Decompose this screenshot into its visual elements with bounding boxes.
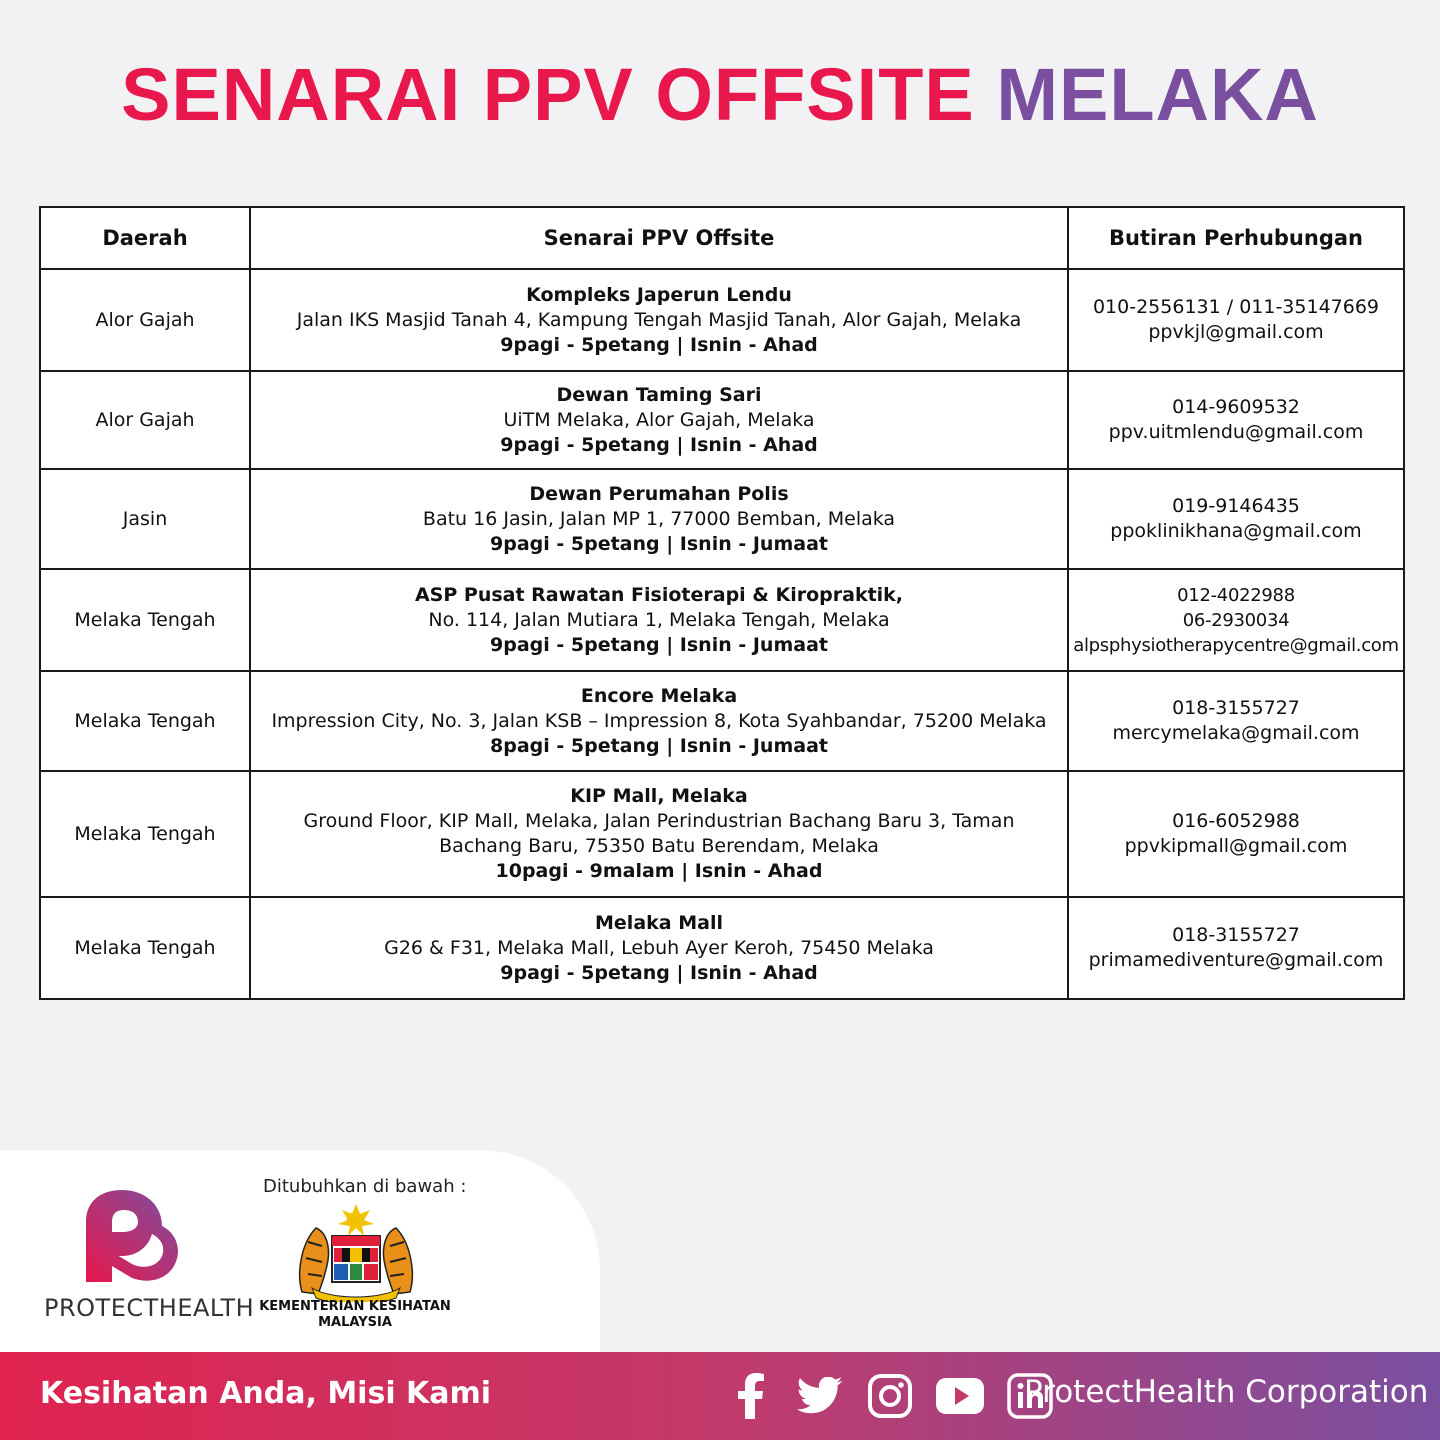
contact-detail: ppvkipmall@gmail.com [1124, 835, 1348, 857]
table-row [40, 371, 1404, 469]
twitter-icon[interactable] [796, 1372, 844, 1420]
brand-name: PROTECTHEALTH [44, 1294, 255, 1322]
cell-daerah: Melaka Tengah [40, 569, 250, 671]
cell-daerah: Melaka Tengah [40, 771, 250, 897]
venue-hours: 9pagi - 5petang | Isnin - Jumaat [490, 532, 828, 555]
contact-phone: 018-3155727 [1172, 924, 1300, 946]
title-part2: MELAKA [996, 53, 1319, 136]
social-links [726, 1372, 1054, 1420]
table-row [40, 569, 1404, 671]
venue-address: No. 114, Jalan Mutiara 1, Melaka Tengah, Melaka [428, 608, 890, 631]
under-label: Ditubuhkan di bawah : [263, 1176, 467, 1197]
contact-phone: 012-4022988 [1177, 584, 1295, 606]
venue-hours: 9pagi - 5petang | Isnin - Ahad [500, 433, 818, 456]
cell-contact [1068, 897, 1404, 999]
venue-hours: 8pagi - 5petang | Isnin - Jumaat [490, 734, 828, 757]
cell-contact [1068, 269, 1404, 371]
footer-bar [0, 1352, 1440, 1440]
cell-venue [250, 897, 1068, 999]
table-row [40, 771, 1404, 897]
venue-name: ASP Pusat Rawatan Fisioterapi & Kiropraktik, [414, 583, 904, 606]
title-part1: SENARAI PPV OFFSITE [121, 53, 975, 136]
contact-detail: alpsphysiotherapycentre@gmail.com [1073, 634, 1399, 656]
venue-hours: 9pagi - 5petang | Isnin - Ahad [500, 333, 818, 356]
header-daerah: Daerah [40, 207, 250, 269]
header-butiran: Butiran Perhubungan [1068, 207, 1404, 269]
table-row [40, 469, 1404, 569]
venue-address: UiTM Melaka, Alor Gajah, Melaka [503, 408, 815, 431]
venue-address: Ground Floor, KIP Mall, Melaka, Jalan Perindustrian Bachang Baru 3, Taman Bachang Baru, 75350 Batu Berendam, Melaka [303, 810, 1015, 857]
coat-of-arms-icon [292, 1202, 420, 1302]
contact-detail: mercymelaka@gmail.com [1112, 722, 1360, 744]
corporation-name: ProtectHealth Corporation [1024, 1374, 1429, 1410]
venue-address: Jalan IKS Masjid Tanah 4, Kampung Tengah Masjid Tanah, Alor Gajah, Melaka [296, 308, 1022, 331]
venue-address: G26 & F31, Melaka Mall, Lebuh Ayer Keroh, 75450 Melaka [384, 936, 934, 959]
contact-phone: 010-2556131 / 011-35147669 [1092, 296, 1380, 318]
venue-hours: 10pagi - 9malam | Isnin - Ahad [495, 860, 823, 882]
contact-phone: 018-3155727 [1172, 697, 1300, 719]
venue-hours: 9pagi - 5petang | Isnin - Ahad [500, 961, 818, 984]
venue-address: Batu 16 Jasin, Jalan MP 1, 77000 Bemban, Melaka [422, 507, 896, 530]
contact-phone: 019-9146435 [1172, 495, 1300, 517]
ppv-table [39, 206, 1405, 1000]
venue-name: Encore Melaka [580, 684, 738, 707]
cell-venue [250, 671, 1068, 771]
cell-venue [250, 269, 1068, 371]
contact-phone: 014-9609532 [1172, 396, 1300, 418]
venue-name: KIP Mall, Melaka [570, 785, 748, 807]
venue-hours: 9pagi - 5petang | Isnin - Jumaat [490, 633, 828, 656]
header-senarai: Senarai PPV Offsite [250, 207, 1068, 269]
table-row [40, 671, 1404, 771]
table-row [40, 897, 1404, 999]
cell-venue [250, 771, 1068, 897]
cell-contact [1068, 371, 1404, 469]
cell-venue [250, 569, 1068, 671]
cell-contact [1068, 569, 1404, 671]
venue-address: Impression City, No. 3, Jalan KSB – Impression 8, Kota Syahbandar, 75200 Melaka [271, 709, 1047, 732]
page-title [0, 52, 1440, 137]
contact-detail: primamediventure@gmail.com [1088, 949, 1384, 971]
facebook-icon[interactable] [726, 1372, 774, 1420]
cell-daerah: Alor Gajah [40, 269, 250, 371]
contact-detail: ppvkjl@gmail.com [1148, 321, 1324, 343]
cell-venue [250, 469, 1068, 569]
cell-daerah: Melaka Tengah [40, 897, 250, 999]
ministry-line2: MALAYSIA [318, 1315, 392, 1330]
cell-daerah: Melaka Tengah [40, 671, 250, 771]
contact-detail: 06-2930034 [1182, 609, 1290, 631]
cell-contact [1068, 771, 1404, 897]
cell-contact [1068, 469, 1404, 569]
ministry-line1: KEMENTERIAN KESIHATAN [259, 1299, 451, 1314]
venue-name: Dewan Perumahan Polis [529, 482, 789, 505]
cell-venue [250, 371, 1068, 469]
contact-detail: ppoklinikhana@gmail.com [1110, 520, 1362, 542]
contact-phone: 016-6052988 [1172, 810, 1300, 832]
tagline: Kesihatan Anda, Misi Kami [40, 1376, 492, 1411]
ministry-name [255, 1299, 455, 1331]
venue-name: Dewan Taming Sari [556, 383, 762, 406]
cell-daerah: Jasin [40, 469, 250, 569]
venue-name: Melaka Mall [595, 911, 723, 934]
contact-detail: ppv.uitmlendu@gmail.com [1108, 421, 1364, 443]
cell-daerah: Alor Gajah [40, 371, 250, 469]
cell-contact [1068, 671, 1404, 771]
table-header-row [40, 207, 1404, 269]
table-row [40, 269, 1404, 371]
protecthealth-logo-icon [82, 1186, 182, 1286]
venue-name: Kompleks Japerun Lendu [526, 283, 792, 306]
youtube-icon[interactable] [936, 1372, 984, 1420]
instagram-icon[interactable] [866, 1372, 914, 1420]
